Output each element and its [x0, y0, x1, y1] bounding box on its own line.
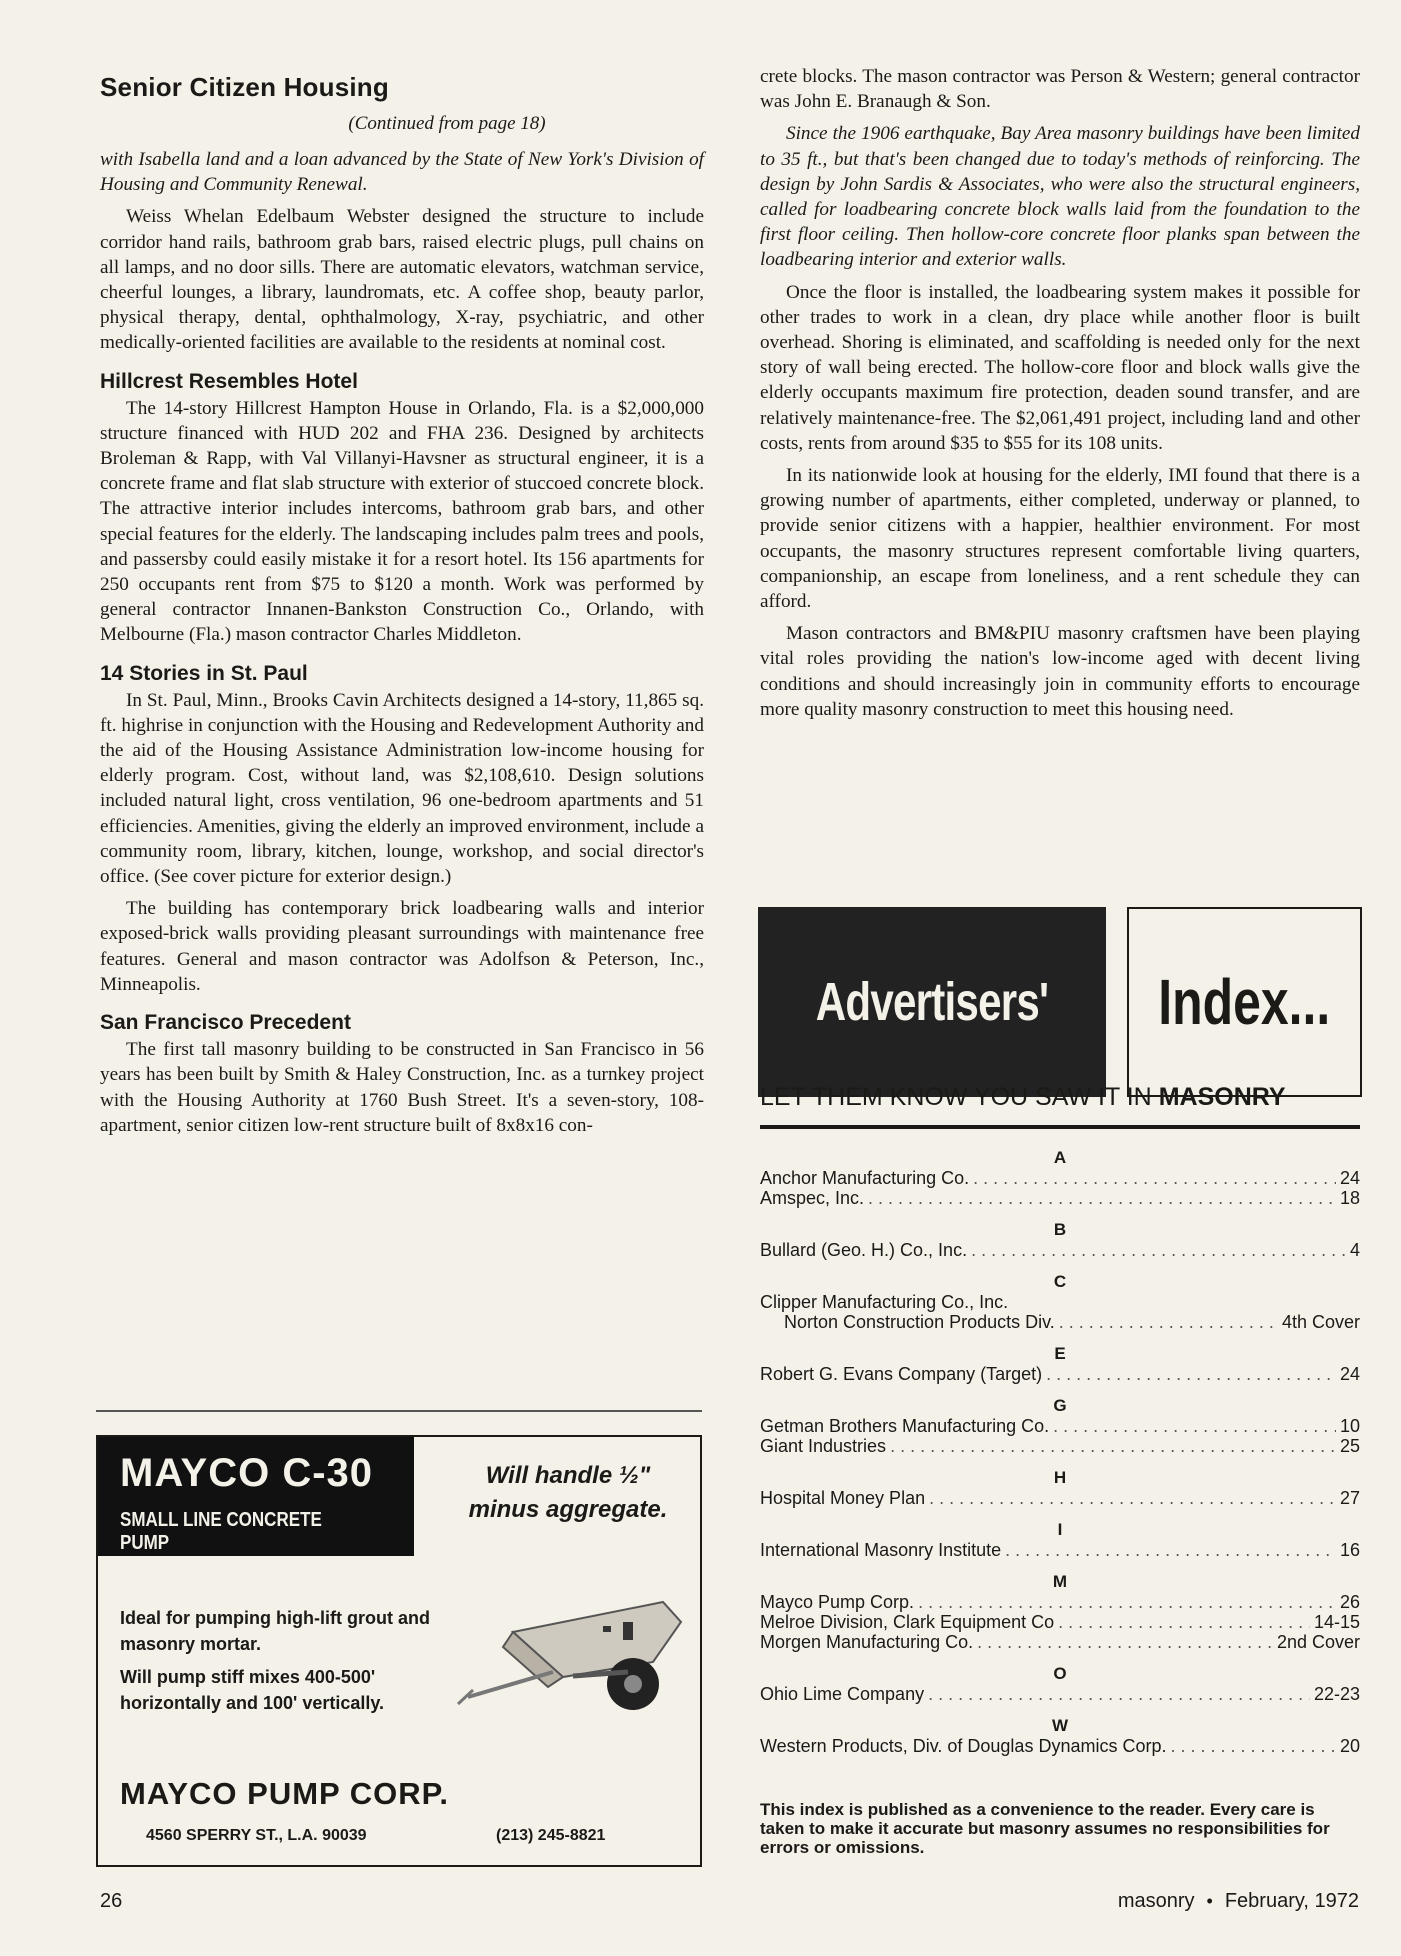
advertiser-name: Melroe Division, Clark Equipment Co — [760, 1612, 1055, 1632]
page-reference: 24 — [1339, 1364, 1360, 1384]
publication-footer — [1118, 1890, 1359, 1913]
index-entry — [760, 1632, 1360, 1652]
index-entry — [760, 1684, 1360, 1704]
leader-dots — [1058, 1612, 1310, 1632]
index-entry — [760, 1416, 1360, 1436]
index-group — [760, 1272, 1360, 1332]
ad-model: MAYCO C-30 — [120, 1451, 374, 1495]
index-group — [760, 1344, 1360, 1384]
ad-address: 4560 SPERRY ST., L.A. 90039 — [146, 1827, 367, 1844]
continued-note: (Continued from page 18) — [348, 113, 546, 134]
index-word-text: Index... — [1158, 966, 1331, 1038]
page-reference: 26 — [1339, 1592, 1360, 1612]
advertiser-name: International Masonry Institute — [760, 1540, 1002, 1560]
leader-dots — [1005, 1540, 1336, 1560]
page-reference: 16 — [1339, 1540, 1360, 1560]
index-entry — [760, 1168, 1360, 1188]
index-group — [760, 1220, 1360, 1260]
index-group — [760, 1664, 1360, 1704]
left-column — [100, 64, 704, 1138]
index-group — [760, 1468, 1360, 1508]
leader-dots — [890, 1436, 1336, 1456]
ad-feature: Ideal for pumping high-lift grout and masonry mortar. — [120, 1608, 430, 1654]
publication-name: masonry — [1117, 1890, 1195, 1912]
paragraph: Since the 1906 earthquake, Bay Area masonry buildings have been limited to 35 ft., but that's been changed due to today's methods of reinforcing. The design by John Sardis & Associates, who were also the structural engineers, called for loadbearing concrete block walls laid from the foundation to the first floor ceiling. Then hollow-core concrete floor planks span between the loadbearing interior and exterior walls. — [760, 123, 1360, 271]
advertiser-name: Mayco Pump Corp. — [760, 1592, 915, 1612]
page-reference: 4th Cover — [1281, 1312, 1360, 1332]
index-group — [760, 1572, 1360, 1652]
index-letter: C — [1053, 1272, 1067, 1291]
advertiser-name: Morgen Manufacturing Co. — [760, 1632, 974, 1652]
advertiser-name: Bullard (Geo. H.) Co., Inc. — [760, 1240, 968, 1260]
index-group — [760, 1396, 1360, 1456]
page-reference: 24 — [1339, 1168, 1360, 1188]
index-word-index — [1127, 907, 1362, 1097]
leader-dots — [868, 1188, 1336, 1208]
ad-title-box — [98, 1437, 414, 1556]
index-tagline — [760, 1083, 1360, 1112]
paragraph: The 14-story Hillcrest Hampton House in Orlando, Fla. is a $2,000,000 structure financed with HUD 202 and FHA 236. Designed by architects Broleman & Rapp, with Val Villanyi-Havsner as structural engineer, it is a concrete frame and flat slab structure with exterior of stuccoed concrete block. The attractive interior includes intercoms, bathroom grab bars, and other special features for the elderly. The landscaping includes palm trees and pools, and passersby could easily mistake it for a resort hotel. Its 156 apartments for 250 occupants rent from $75 to $120 a month. Work was performed by general contractor Innanen-Bankston Construction Co., Orlando, with Melbourne (Fla.) mason contractor Charles Middleton. — [100, 397, 704, 646]
index-word-text: Advertisers' — [815, 972, 1049, 1032]
index-entry — [760, 1488, 1360, 1508]
paragraph: Weiss Whelan Edelbaum Webster designed the structure to include corridor hand rails, bathroom grab bars, raised electric plugs, pull chains on all lamps, and no door sills. There are automatic elevators, watchman service, cheerful lounges, a library, laundromats, etc. A coffee shop, beauty parlor, physical therapy, dental, ophthalmology, X-ray, psychiatric, and other medically-oriented facilities are available to the residents at nominal cost. — [100, 206, 704, 354]
leader-dots — [973, 1168, 1336, 1188]
paragraph: crete blocks. The mason contractor was Person & Western; general contractor was John E. Branaugh & Son. — [760, 66, 1360, 113]
leader-dots — [1046, 1364, 1336, 1384]
ad-handle-note: Will handle ½" minus aggregate. — [468, 1462, 668, 1523]
page-number: 26 — [100, 1890, 123, 1912]
page-reference: 20 — [1339, 1736, 1360, 1756]
leader-dots — [929, 1488, 1336, 1508]
ad-phone: (213) 245-8821 — [496, 1827, 606, 1844]
concrete-pump-illustration — [453, 1592, 693, 1722]
index-entry — [760, 1540, 1360, 1560]
leader-dots — [928, 1684, 1310, 1704]
advertiser-name: Clipper Manufacturing Co., Inc. — [760, 1292, 1009, 1312]
tagline-brand: MASONRY — [1158, 1083, 1286, 1111]
advertiser-name: Getman Brothers Manufacturing Co. — [760, 1416, 1050, 1436]
section-heading: San Francisco Precedent — [100, 1011, 351, 1035]
advertiser-name: Hospital Money Plan — [760, 1488, 926, 1508]
paragraph: In St. Paul, Minn., Brooks Cavin Architects designed a 14-story, 11,865 sq. ft. highrise in conjunction with the Housing and Redevelopment Authority and the aid of the Housing Assistance Administration low-income housing for elderly program. Cost, without land, was $2,108,610. Design solutions included natural light, cross ventilation, 96 one-bedroom apartments and 51 efficiencies. Amenities, giving the elderly an improved environment, include a community room, library, kitchen, lounge, workshop, and social director's office. (See cover picture for exterior design.) — [100, 689, 704, 888]
index-letter: O — [1053, 1664, 1067, 1683]
separator: • — [1206, 1891, 1213, 1911]
page-reference: 4 — [1349, 1240, 1360, 1260]
advertisers-index-header — [758, 907, 1362, 1097]
ad-feature: Will pump stiff mixes 400-500' horizontally and 100' vertically. — [120, 1667, 385, 1713]
article-title: Senior Citizen Housing — [100, 72, 389, 102]
page-reference: 18 — [1339, 1188, 1360, 1208]
advertiser-name: Amspec, Inc. — [760, 1188, 865, 1208]
tagline-prefix: LET THEM KNOW YOU SAW IT IN — [760, 1083, 1152, 1111]
index-entry — [760, 1188, 1360, 1208]
advertiser-name: Ohio Lime Company — [760, 1684, 925, 1704]
index-entry — [760, 1292, 1360, 1312]
paragraph: The building has contemporary brick loadbearing walls and interior exposed-brick walls providing pleasant surroundings with maintenance free features. General and mason contractor was Adolfson & Peterson, Inc., Minneapolis. — [100, 898, 704, 995]
paragraph: Once the floor is installed, the loadbearing system makes it possible for other trades to work in a clean, dry place while another floor is built overhead. Shoring is eliminated, and scaffolding is needed only for the next story of wall being erected. The hollow-core floor and block walls give the elderly occupants maximum fire protection, deaden sound transfer, and are relatively maintenance-free. The $2,061,491 project, including land and other costs, rents from around $35 to $55 for its 108 units. — [760, 281, 1360, 454]
index-letter: G — [1053, 1396, 1067, 1415]
divider — [96, 1410, 702, 1412]
index-letter: W — [1051, 1716, 1069, 1735]
leader-dots — [1053, 1416, 1336, 1436]
page-reference: 2nd Cover — [1276, 1632, 1360, 1652]
leader-dots — [1170, 1736, 1335, 1756]
index-letter: A — [1053, 1148, 1067, 1167]
paragraph: In its nationwide look at housing for the elderly, IMI found that there is a growing number of apartments, either completed, underway or planned, to provide senior citizens with a happier, healthier environment. For most occupants, the masonry structures represent comfortable living quarters, companionship, an escape from loneliness, and a rent schedule they can afford. — [760, 465, 1360, 613]
page-reference: 25 — [1339, 1436, 1360, 1456]
section-heading: 14 Stories in St. Paul — [100, 661, 308, 685]
advertiser-name: Anchor Manufacturing Co. — [760, 1168, 970, 1188]
index-disclaimer: This index is published as a convenience to the reader. Every care is taken to make it accurate but masonry assumes no responsibilities for errors or omissions. — [760, 1800, 1330, 1857]
leader-dots — [971, 1240, 1346, 1260]
leader-dots — [918, 1592, 1336, 1612]
page-reference: 22-23 — [1313, 1684, 1360, 1704]
page-reference: 10 — [1339, 1416, 1360, 1436]
index-letter: E — [1054, 1344, 1066, 1363]
index-group — [760, 1520, 1360, 1560]
index-letter: B — [1053, 1220, 1067, 1239]
index-entry — [760, 1592, 1360, 1612]
index-letter: M — [1052, 1572, 1068, 1591]
ad-company: MAYCO PUMP CORP. — [120, 1776, 449, 1811]
advertiser-name: Norton Construction Products Div. — [784, 1312, 1055, 1332]
intro-paragraph: with Isabella land and a loan advanced by the State of New York's Division of Housing and Community Renewal. — [100, 149, 704, 196]
advertisers-index-list — [760, 1144, 1360, 1768]
advertiser-name: Western Products, Div. of Douglas Dynamics Corp. — [760, 1736, 1167, 1756]
mayco-advertisement — [96, 1435, 702, 1867]
paragraph: The first tall masonry building to be constructed in San Francisco in 56 years has been built by Smith & Haley Construction, Inc. as a turnkey project with the Housing Authority at 1760 Bush Street. It's a seven-story, 108-apartment, senior citizen low-rent structure built of 8x8x16 con- — [100, 1039, 704, 1136]
section-heading: Hillcrest Resembles Hotel — [100, 369, 358, 393]
index-letter: I — [1057, 1520, 1063, 1539]
divider — [760, 1125, 1360, 1129]
index-entry — [760, 1240, 1360, 1260]
index-group — [760, 1716, 1360, 1756]
index-entry — [760, 1436, 1360, 1456]
index-word-advertisers — [758, 907, 1106, 1097]
page-reference: 27 — [1339, 1488, 1360, 1508]
index-entry — [760, 1312, 1360, 1332]
page-reference: 14-15 — [1313, 1612, 1360, 1632]
index-letter: H — [1053, 1468, 1067, 1487]
advertiser-name: Robert G. Evans Company (Target) — [760, 1364, 1043, 1384]
index-group — [760, 1148, 1360, 1208]
leader-dots — [1059, 1312, 1278, 1332]
advertiser-name: Giant Industries — [760, 1436, 887, 1456]
index-entry — [760, 1612, 1360, 1632]
leader-dots — [977, 1632, 1273, 1652]
paragraph: Mason contractors and BM&PIU masonry craftsmen have been playing vital roles providing the nation's low-income aged with decent living conditions and should increasingly join in community efforts to encourage more quality masonry construction to meet this housing need. — [760, 623, 1360, 720]
index-entry — [760, 1364, 1360, 1384]
ad-subtitle: SMALL LINE CONCRETE PUMP — [120, 1509, 322, 1554]
publication-date: February, 1972 — [1224, 1890, 1359, 1912]
index-entry — [760, 1736, 1360, 1756]
right-column — [760, 64, 1360, 722]
